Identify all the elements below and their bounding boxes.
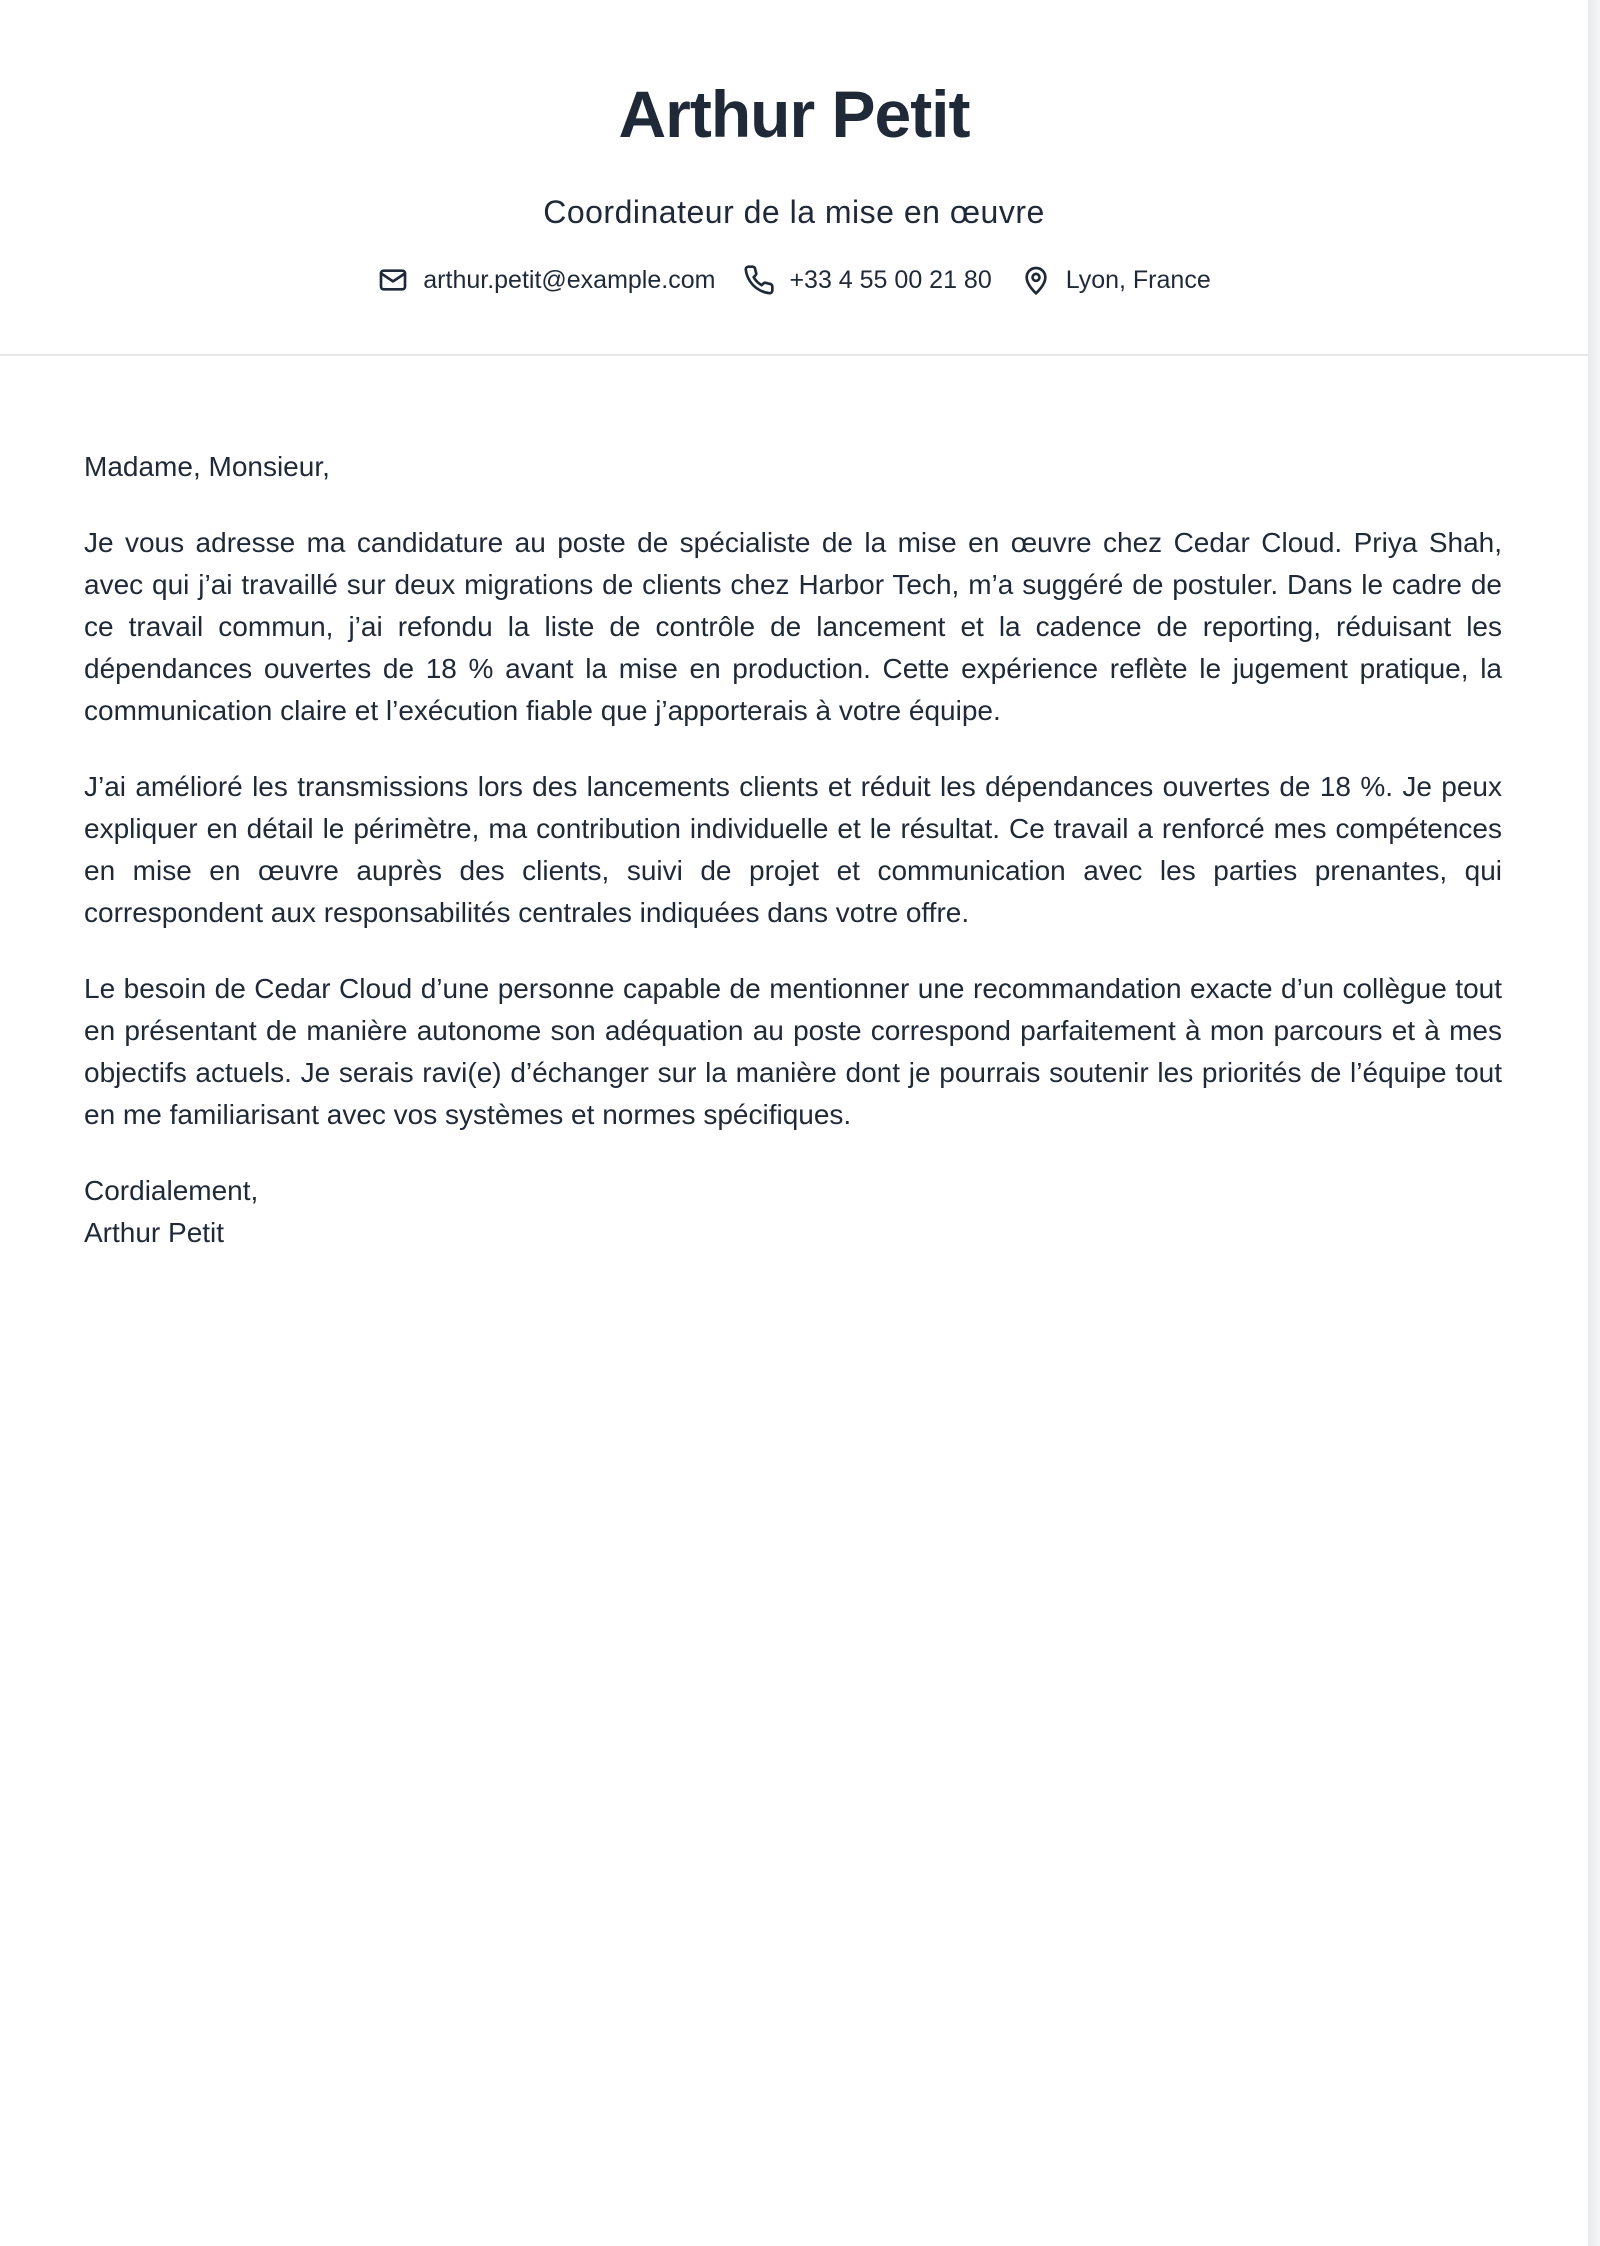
paragraph-1: Je vous adresse ma candidature au poste de spécialiste de la mise en œuvre chez Cedar Cloud. Priya Shah, avec qui j’ai travaillé sur deux migrations de clients chez Harbor Tech, m’a suggéré de postuler. Dans le cadre de ce travail commun, j’ai refondu la liste de contrôle de lancement et la cadence de reporting, réduisant les dépendances ouvertes de 18 % avant la mise en production. Cette expérience reflète le jugement pratique, la communication claire et l’exécution fiable que j’apporterais à votre équipe. bbox=[84, 527, 1502, 726]
contact-phone bbox=[743, 262, 991, 298]
mail-icon bbox=[377, 264, 409, 296]
contact-location bbox=[1020, 262, 1211, 298]
map-pin-icon bbox=[1020, 264, 1052, 296]
paragraph-3: Le besoin de Cedar Cloud d’une personne capable de mentionner une recommandation exacte d’un collègue tout en présentant de manière autonome son adéquation au poste correspond parfaitement à mon parcours et à mes objectifs actuels. Je serais ravi(e) d’échanger sur la manière dont je pourrais soutenir les priorités de l’équipe tout en me familiarisant avec vos systèmes et normes spécifiques. bbox=[84, 973, 1502, 1130]
contact-email bbox=[377, 262, 715, 298]
letter-header bbox=[0, 0, 1588, 356]
closing-line: Cordialement, bbox=[84, 1175, 259, 1206]
page-edge-shadow bbox=[1588, 0, 1600, 2246]
location-text: Lyon, France bbox=[1065, 266, 1211, 294]
signature: Arthur Petit bbox=[84, 1217, 225, 1248]
phone-text: +33 4 55 00 21 80 bbox=[789, 266, 992, 294]
phone-icon bbox=[743, 264, 775, 296]
contact-info bbox=[0, 262, 1588, 298]
applicant-name: Arthur Petit bbox=[618, 77, 970, 151]
salutation: Madame, Monsieur, bbox=[84, 451, 330, 482]
closing-block bbox=[84, 1170, 1502, 1254]
email-text: arthur.petit@example.com bbox=[423, 266, 716, 294]
letter-body bbox=[84, 446, 1502, 1254]
applicant-title: Coordinateur de la mise en œuvre bbox=[543, 194, 1045, 230]
paragraph-2: J’ai amélioré les transmissions lors des lancements clients et réduit les dépendances ouvertes de 18 %. Je peux expliquer en détail le périmètre, ma contribution individuelle et le résultat. Ce travail a renforcé mes compétences en mise en œuvre auprès des clients, suivi de projet et communication avec les parties prenantes, qui correspondent aux responsabilités centrales indiquées dans votre offre. bbox=[84, 771, 1502, 928]
